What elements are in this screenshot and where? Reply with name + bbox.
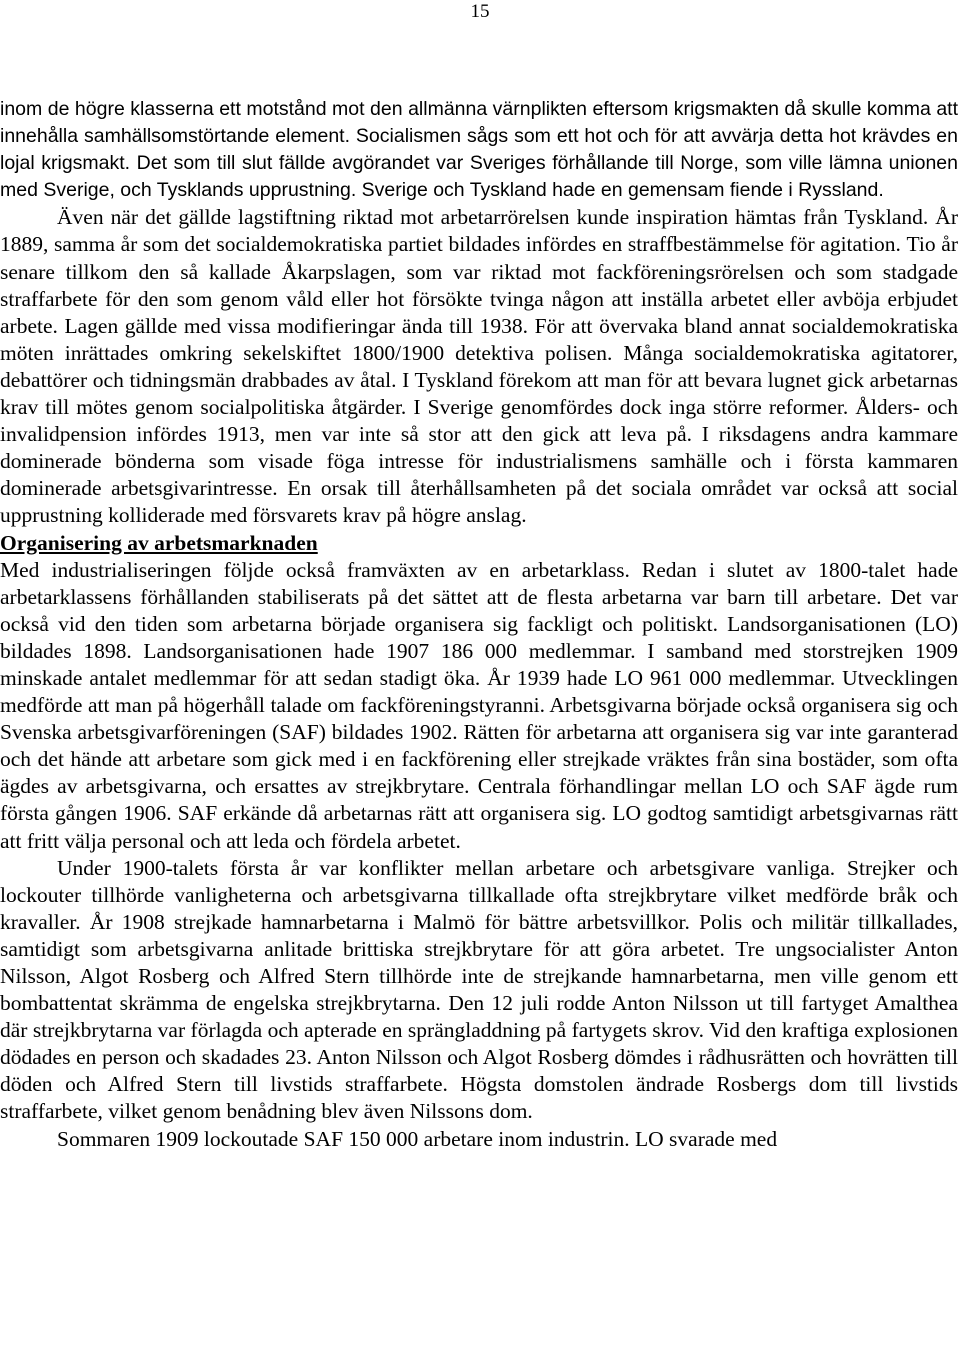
paragraph-1: inom de högre klasserna ett motstånd mot den allmänna värnplikten eftersom krigsmakten då skulle komma att innehålla samhällsomstörtande element. Socialismen sågs som ett hot och för att avvärja detta hot krävdes en lojal krigsmakt. Det som till slut fällde avgörandet var Sveriges förhållande till Norge, som ville lämna unionen med Sverige, och Tysklands upprustning. Sverige och Tyskland hade en gemensam fiende i Ryssland. [0,98,958,202]
page-number: 15 [470,1,490,22]
paragraph-3: Tio år senare tillkom den så kallade Åkarpslagen, som var riktad mot fackföreningsrörelsen och som stadgade straffarbete för den som genom våld eller hot försökte tvinga någon att inställa arbetet eller avböja erbjudet arbete. Lagen gällde med vissa modifieringar ända till 1938. För att övervaka bland annat socialdemokratiska möten inrättades omkring sekelskiftet 1800/1900 detektiva polisen. Många socialdemokratiska agitatorer, debattörer och tidningsmän drabbades av åtal. I Tyskland förekom att man för att bevara lugnet gick arbetarnas krav till mötes genom socialpolitiska åtgärder. I Sverige genomfördes dock inga större reformer. Ålders- och invalidpension infördes 1913, men var inte så stor att den gick att leva på. I riksdagens andra kammare dominerade bönderna som visade föga intresse för industrialismens samhälle och i första kammaren dominerade arbetsgivarintresse. En orsak till återhållsamheten på det sociala området var också att social upprustning kolliderade med försvarets krav på högre anslag. [0,232,959,528]
document-body [0,96,958,1153]
section-paragraph-1: Med industrialiseringen följde också framväxten av en arbetarklass. Redan i slutet av 1800-talet hade arbetarklassens förhållanden stabiliserats på det sättet att de flesta arbetarna var barn till arbetare. Det var också vid den tiden som arbetarna började organisera sig fackligt och politiskt. Landsorganisationen (LO) bildades 1898. Landsorganisationen hade 1907 186 000 medlemmar. I samband med storstrejken 1909 minskade antalet medlemmar för att sedan stadigt öka. År 1939 hade LO 961 000 medlemmar. Utvecklingen medförde att man på högerhåll talade om fackföreningstyranni. Arbetsgivarna började också organisera sig och Svenska arbetsgivarföreningen (SAF) bildades 1902. Rätten för arbetarna att organisera sig var inte garanterad och det hände att arbetare som gick med i en fackförening eller strejkade vräktes från sina bostäder, som ofta ägdes av arbetsgivarna, och ersattes av strejkbrytare. Centrala förhandlingar mellan LO och SAF ägde rum första gången 1906. SAF erkände då arbetarnas rätt att organisera sig. LO godtog samtidigt arbetsgivarnas rätt att fritt välja personal och att leda och fördela arbetet. [0,557,958,853]
paragraph-2-3-wrapper [0,204,958,529]
paragraph-2: Även när det gällde lagstiftning riktad mot arbetarrörelsen kunde inspiration hämtas från Tyskland. År 1889, samma år som det socialdemokratiska partiet bildades infördes en straffbestämmelse för agitation. [0,205,958,257]
section-heading: Organisering av arbetsmarknaden [0,530,318,555]
section-paragraph-3: Sommaren 1909 lockoutade SAF 150 000 arbetare inom industrin. LO svarade med [57,1126,778,1151]
section-paragraph-2: Under 1900-talets första år var konflikter mellan arbetare och arbetsgivare vanliga. Strejker och lockouter tillhörde vanligheterna och arbetsgivarna tillkallade ofta strejkbrytare vilket medförde bråk och kravaller. År 1908 strejkade hamnarbetarna i Malmö för bättre arbetsvillkor. Polis och militär tillkallades, samtidigt som arbetsgivarna anlitade brittiska strejkbrytare för att göra arbetet. Tre ungsocialister Anton Nilsson, Algot Rosberg och Alfred Stern tillhörde inte de strejkande hamnarbetarna, men ville genom ett bombattentat skrämma de engelska strejkbrytarna. Den 12 juli rodde Anton Nilsson ut till fartyget Amalthea där strejkbrytarna var förlagda och apterade en sprängladdning på fartygets skrov. Vid den kraftiga explosionen dödades en person och skadades 23. Anton Nilsson och Algot Rosberg dömdes i rådhusrätten och hovrätten till döden och Alfred Stern till livstids straffarbete. Högsta domstolen ändrade Rosbergs dom till livstids straffarbete, vilket genom benådning blev även Nilssons dom. [0,855,958,1124]
